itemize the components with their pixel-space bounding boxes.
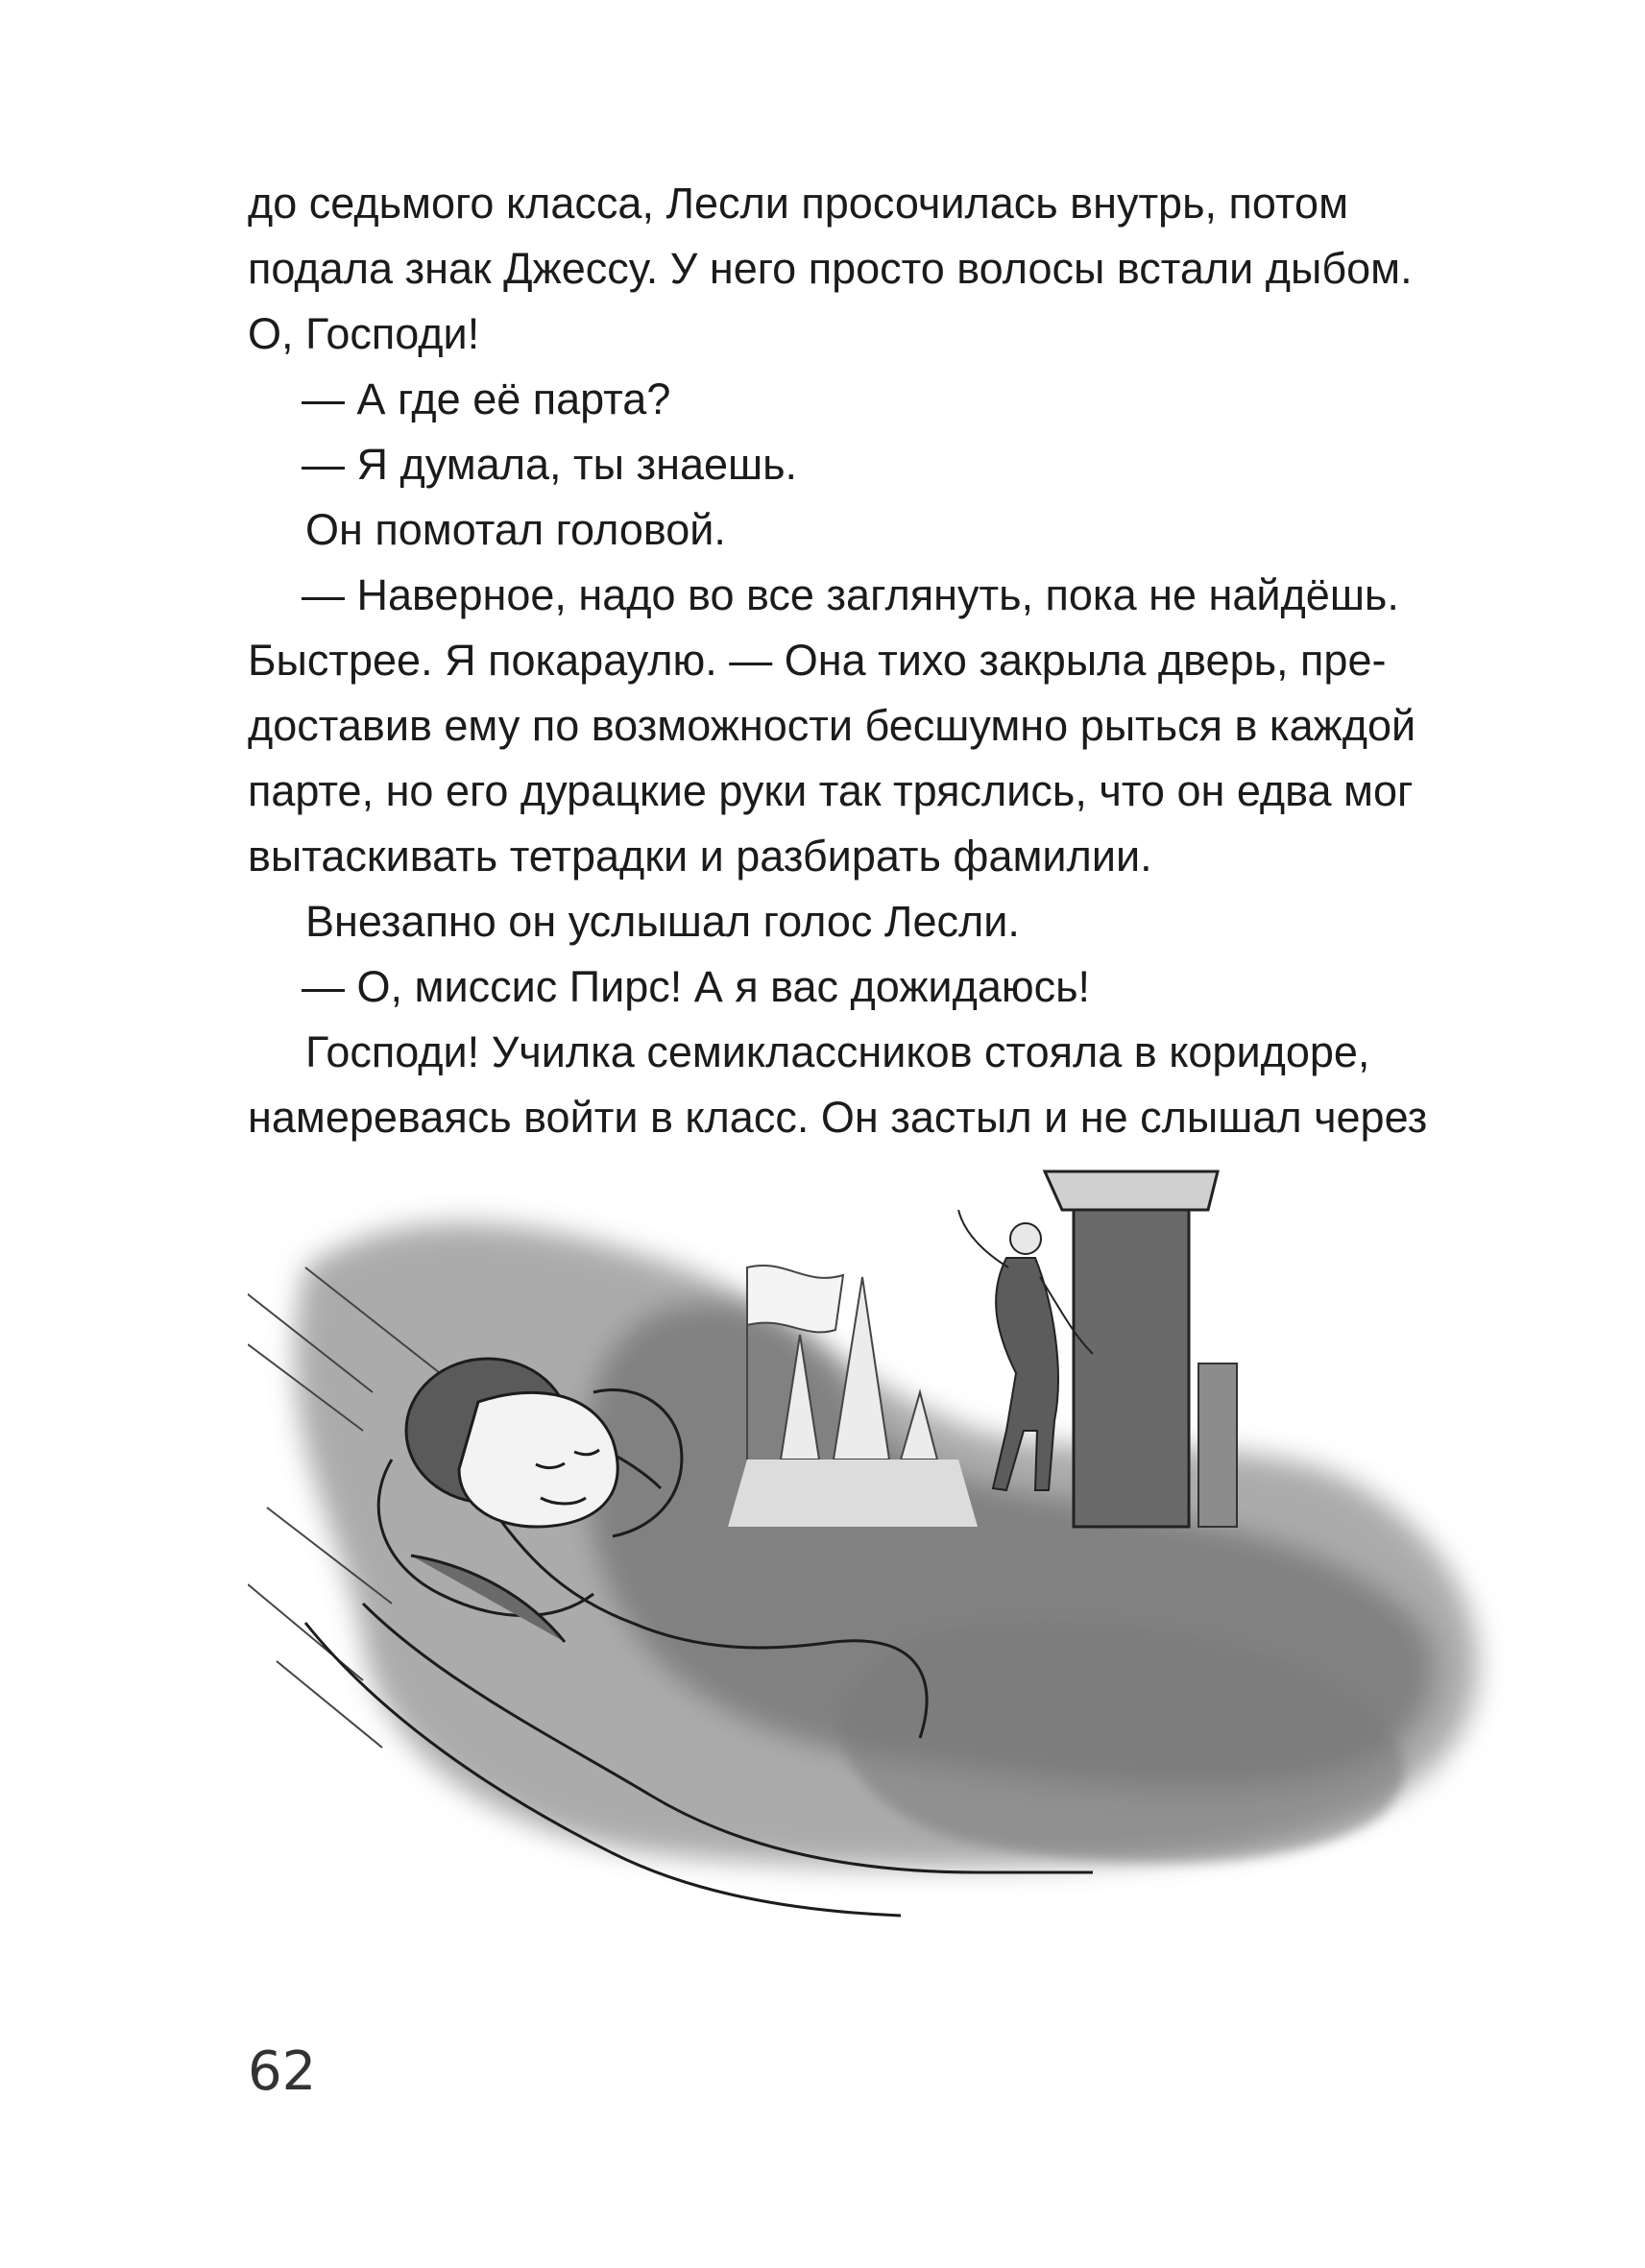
text-line: вытаскивать тетрадки и разбирать фамилии. [248,832,1152,881]
dialogue-line: — Я думала, ты знаешь. [302,440,798,489]
text-line: О, Господи! [248,309,480,358]
tower [1045,1171,1237,1527]
illustration [248,1143,1515,1930]
page-number: 62 [248,2040,317,2103]
text-line: парте, но его дурацкие руки так тряслись, что он едва мог [248,766,1414,815]
text-line: Господи! Училка семиклассников стояла в коридоре, [305,1027,1370,1076]
text-line: подала знак Джессу. У него просто волосы встали дыбом. [248,244,1413,293]
text-line: Быстрее. Я покараулю. — Она тихо закрыла дверь, пре- [248,636,1387,685]
text-line: до седьмого класса, Лесли просочилась внутрь, потом [248,179,1349,228]
body-text [248,171,1506,1150]
text-line: намереваясь войти в класс. Он застыл и не слышал через [248,1093,1428,1142]
dialogue-line: — О, миссис Пирс! А я вас дожидаюсь! [302,962,1091,1011]
text-line: доставив ему по возможности бесшумно рыться в каждой [248,701,1416,750]
text-line: Он помотал головой. [305,505,726,554]
text-line: Внезапно он услышал голос Лесли. [305,897,1020,946]
dialogue-line: — Наверное, надо во все заглянуть, пока не найдёшь. [302,570,1399,619]
dialogue-line: — А где её парта? [302,374,671,423]
